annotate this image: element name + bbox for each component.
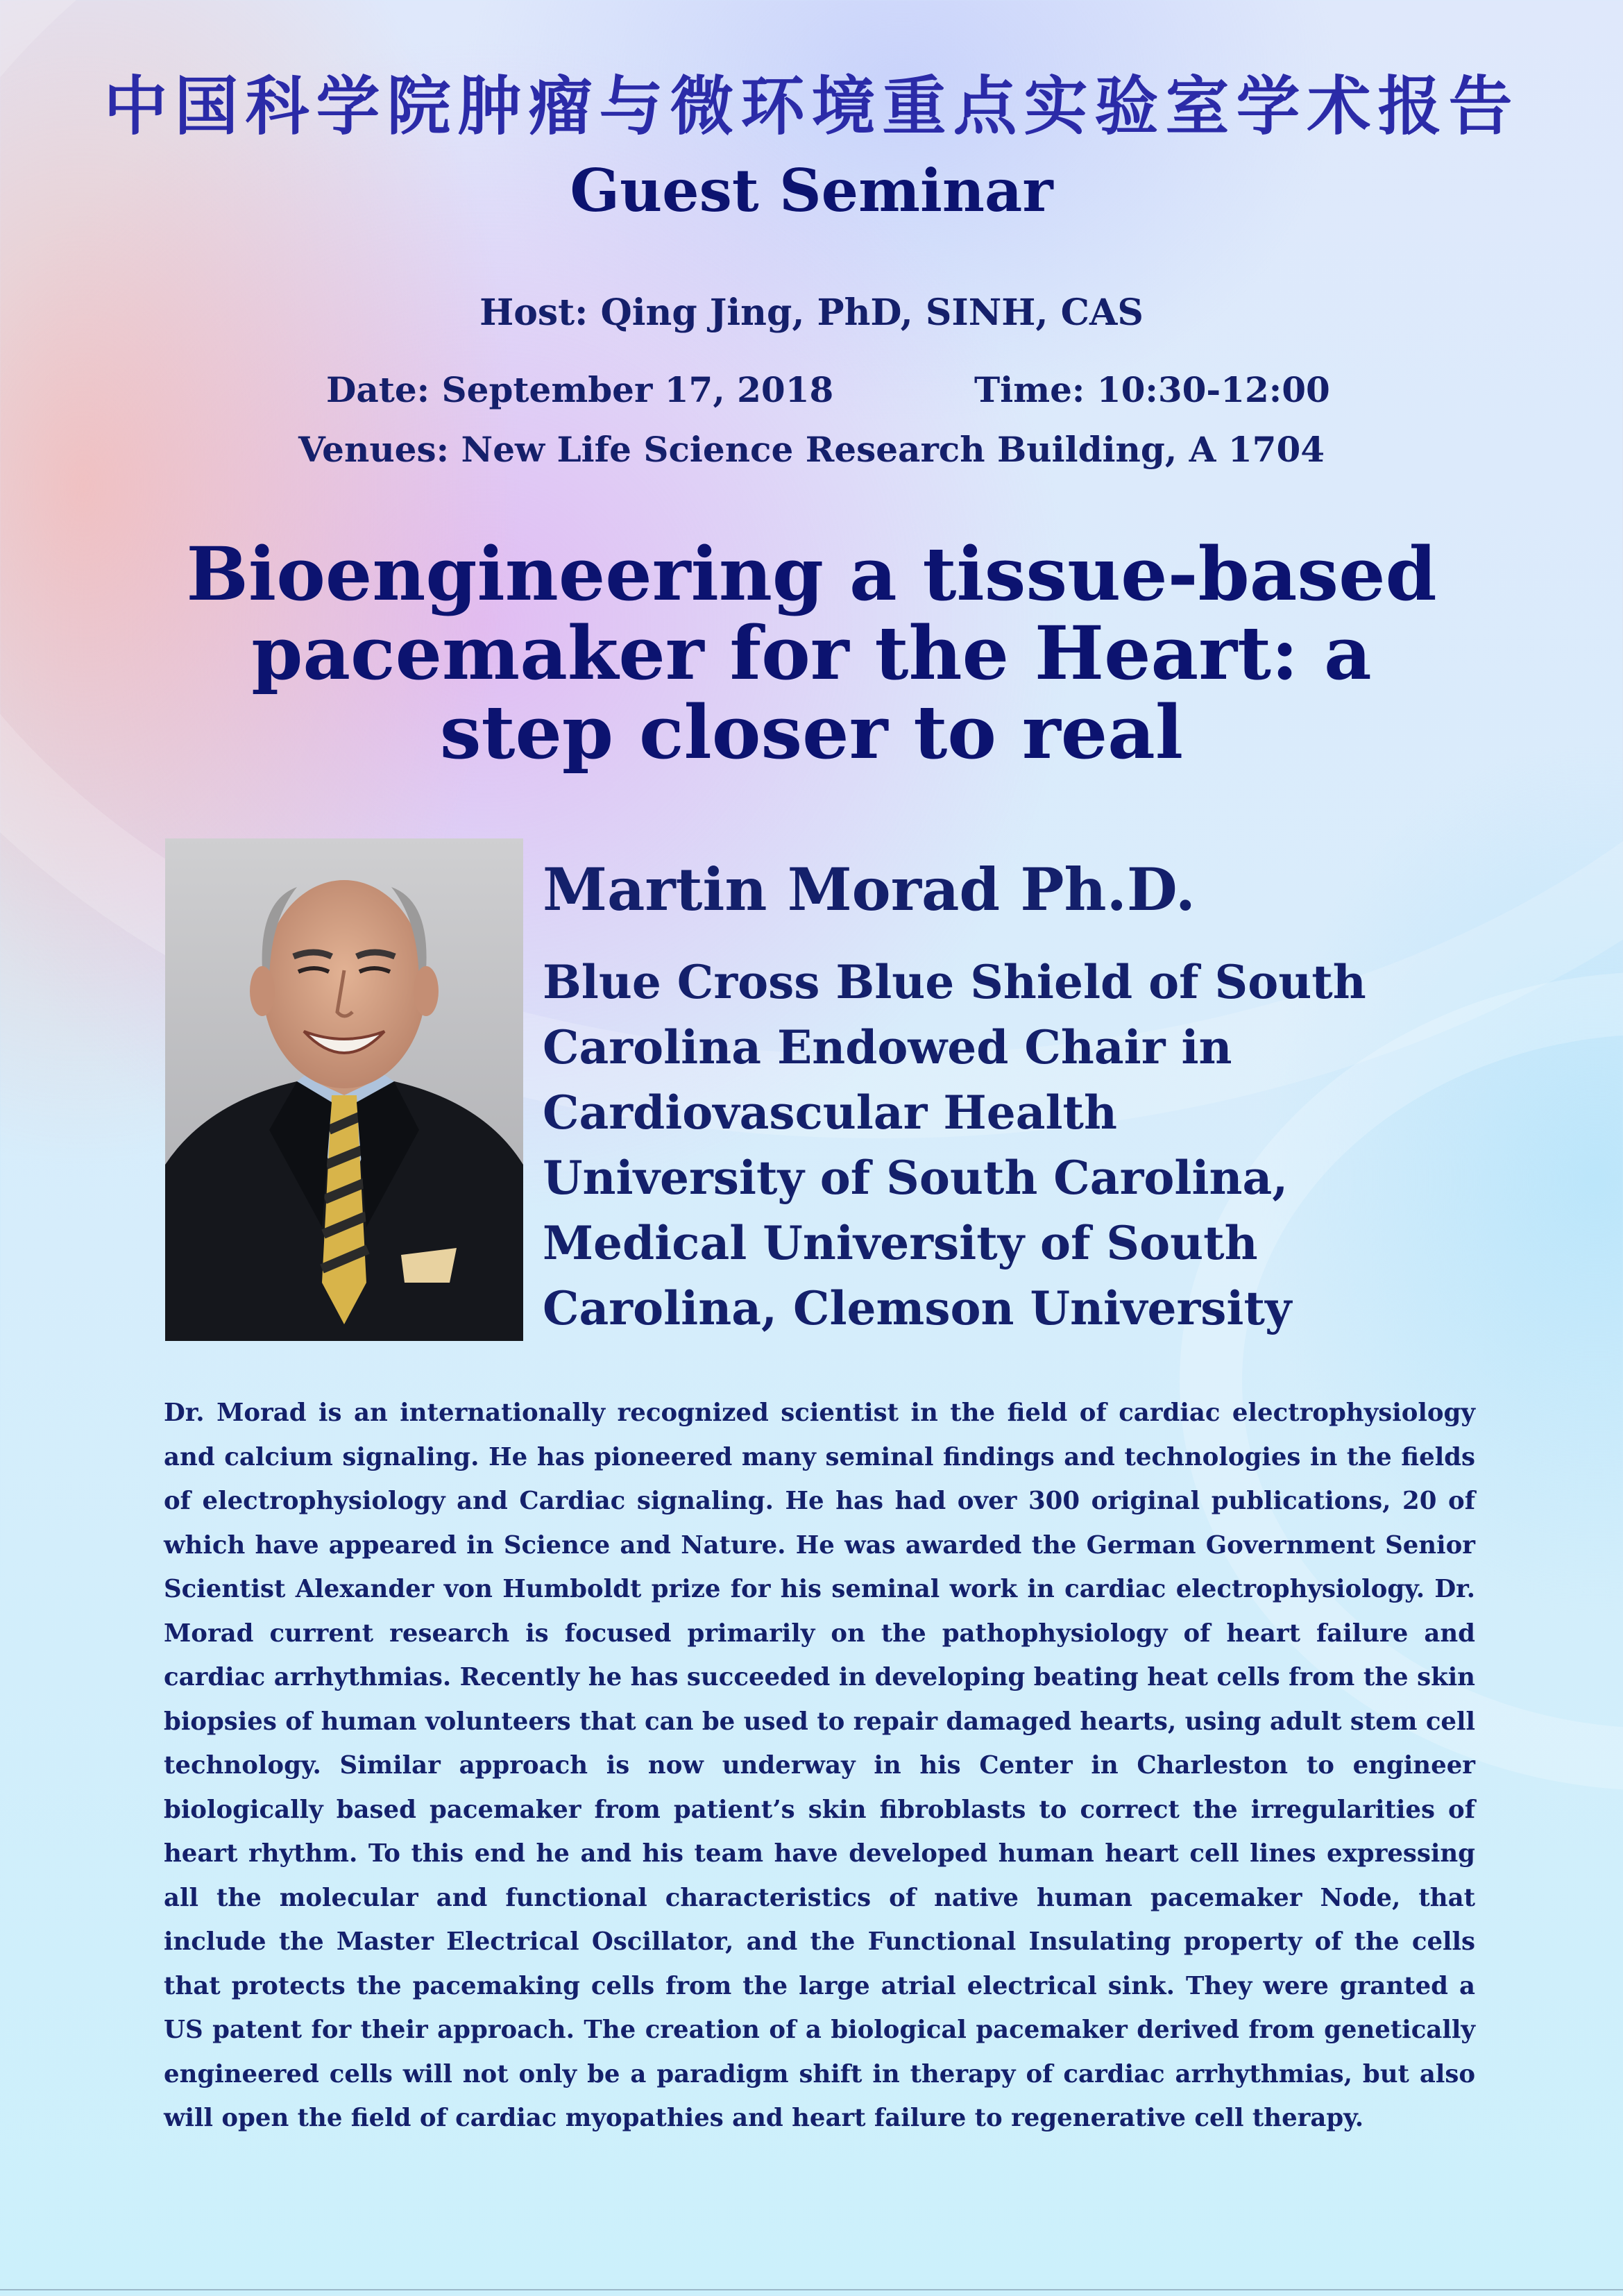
time-line: Time: 10:30-12:00 [974,369,1330,410]
affiliation-line: Medical University of South [543,1216,1258,1270]
speaker-bio: Dr. Morad is an internationally recognized scientist in the field of cardiac electrophysiology and calcium signaling. He has pioneered many seminal findings and technologies in the fields of electrophysiology and Cardiac signaling. He has had over 300 original publications, 20 of which have appeared in Science and Nature. He was awarded the German Government Senior Scientist Alexander von Humboldt prize for his seminal work in cardiac electrophysiology. Dr. Morad current research is focused primarily on the pathophysiology of heart failure and cardiac arrhythmias. Recently he has succeeded in developing beating heat cells from the skin biopsies of human volunteers that can be used to repair damaged hearts, using adult stem cell technology. Similar approach is now underway in his Center in Charleston to engineer biologically based pacemaker from patient’s skin fibroblasts to correct the irregularities of heart rhythm. To this end he and his team have developed human heart cell lines expressing all the molecular and functional characteristics of native human pacemaker Node, that include the Master Electrical Oscillator, and the Functional Insulating property of the cells that protects the pacemaking cells from the large atrial electrical sink. They were granted a US patent for their approach. The creation of a biological pacemaker derived from genetically engineered cells will not only be a paradigm shift in therapy of cardiac arrhythmias, but also will open the field of cardiac myopathies and heart failure to regenerative cell therapy. [164,1399,1475,2132]
host-line: Host: Qing Jing, PhD, SINH, CAS [479,292,1144,334]
talk-title-line: pacemaker for the Heart: a [251,609,1372,696]
speaker-affiliation [543,949,1445,1341]
talk-title [111,530,1512,775]
event-type-heading: Guest Seminar [570,156,1053,225]
venue-line: Venues: New Life Science Research Building, A 1704 [298,429,1325,470]
affiliation-line: Carolina, Clemson University [543,1281,1292,1335]
affiliation-line: Cardiovascular Health [543,1086,1117,1140]
chinese-title: 中国科学院肿瘤与微环境重点实验室学术报告 [103,69,1520,144]
talk-title-line: Bioengineering a tissue-based [186,530,1437,617]
date-line: Date: September 17, 2018 [326,369,834,410]
affiliation-line: University of South Carolina, [543,1151,1289,1205]
speaker-name: Martin Morad Ph.D. [543,855,1196,924]
talk-title-line: step closer to real [439,689,1184,775]
affiliation-line: Carolina Endowed Chair in [543,1020,1232,1074]
bottom-divider [0,2289,1623,2290]
affiliation-line: Blue Cross Blue Shield of South [543,955,1366,1009]
speaker-photo [165,838,523,1341]
